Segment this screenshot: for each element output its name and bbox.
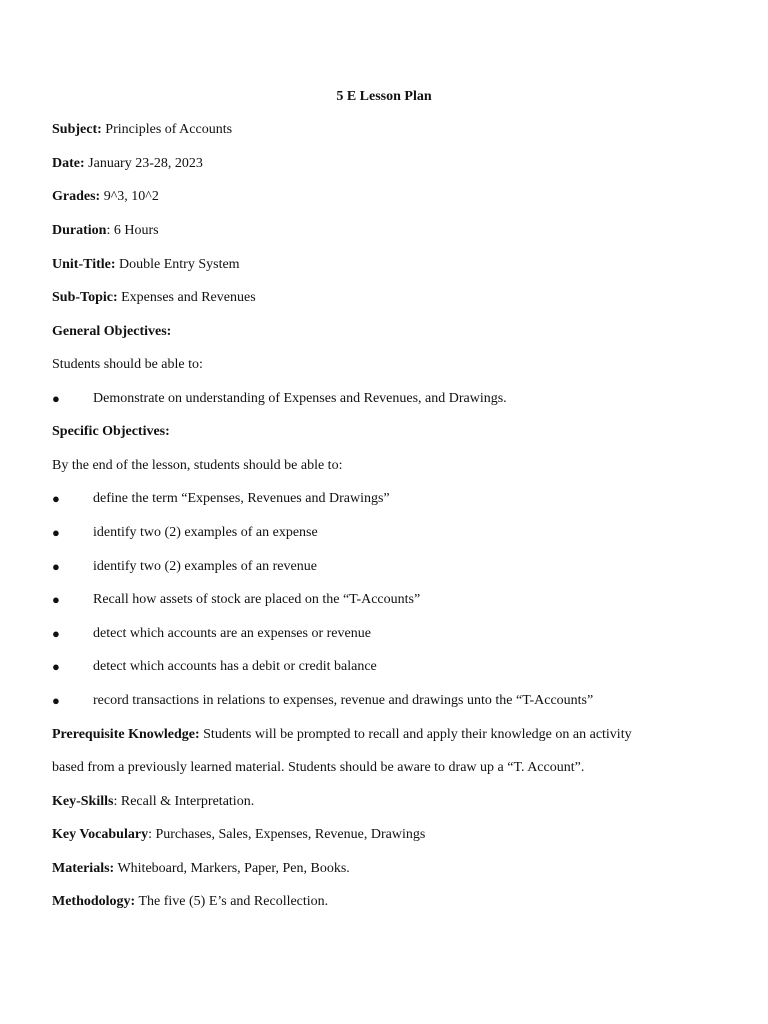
date-field [52,155,203,173]
bullet-icon: ● [52,592,60,607]
key-skills-label: Key-Skills [52,794,114,809]
list-item-text: identify two (2) examples of an expense [93,525,318,540]
bullet-icon: ● [52,525,60,540]
subject-field [52,121,232,139]
bullet-icon: ● [52,391,60,406]
sub-topic-value: Expenses and Revenues [117,290,256,305]
list-item-text: define the term “Expenses, Revenues and Drawings” [93,491,390,506]
methodology-label: Methodology: [52,894,136,909]
duration-label: Duration [52,223,107,238]
methodology-value: The five (5) E’s and Recollection. [135,894,329,909]
sub-topic-label: Sub-Topic: [52,290,118,305]
grades-field [52,188,159,206]
list-item-text: detect which accounts has a debit or credit balance [93,659,377,674]
prerequisite-field [52,726,632,744]
list-item-text: identify two (2) examples of an revenue [93,559,317,574]
general-objectives-intro: Students should be able to: [52,357,203,372]
bullet-icon: ● [52,659,60,674]
bullet-icon: ● [52,626,60,641]
key-skills-value: : Recall & Interpretation. [113,794,255,809]
grades-value: 9^3, 10^2 [100,189,159,204]
key-vocabulary-label: Key Vocabulary [52,827,149,842]
unit-title-label: Unit-Title: [52,257,116,272]
unit-title-value: Double Entry System [115,257,240,272]
grades-label: Grades: [52,189,101,204]
list-item-text: Demonstrate on understanding of Expenses and Revenues, and Drawings. [93,391,507,406]
materials-label: Materials: [52,861,115,876]
prerequisite-value-line2: based from a previously learned material. Students should be aware to draw up a “T. Account”. [52,760,585,775]
unit-title-field [52,256,240,274]
specific-objectives-heading: Specific Objectives: [52,424,170,439]
subject-label: Subject: [52,122,102,137]
key-vocabulary-value: : Purchases, Sales, Expenses, Revenue, Drawings [148,827,426,842]
bullet-icon: ● [52,559,60,574]
prerequisite-label: Prerequisite Knowledge: [52,727,200,742]
date-label: Date: [52,156,85,171]
methodology-field [52,893,328,911]
bullet-icon: ● [52,491,60,506]
list-item-text: Recall how assets of stock are placed on the “T-Accounts” [93,592,421,607]
materials-field [52,860,350,878]
specific-objectives-intro: By the end of the lesson, students should be able to: [52,458,343,473]
general-objectives-heading: General Objectives: [52,324,172,339]
list-item-text: detect which accounts are an expenses or revenue [93,626,371,641]
list-item-text: record transactions in relations to expenses, revenue and drawings unto the “T-Accounts” [93,693,594,708]
date-value: January 23-28, 2023 [84,156,203,171]
duration-value: : 6 Hours [106,223,159,238]
sub-topic-field [52,289,256,307]
duration-field [52,222,159,240]
page-title: 5 E Lesson Plan [336,89,432,104]
materials-value: Whiteboard, Markers, Paper, Pen, Books. [114,861,350,876]
key-vocabulary-field [52,826,425,844]
bullet-icon: ● [52,693,60,708]
key-skills-field [52,793,254,811]
prerequisite-value-line1: Students will be prompted to recall and apply their knowledge on an activity [199,727,632,742]
subject-value: Principles of Accounts [101,122,233,137]
